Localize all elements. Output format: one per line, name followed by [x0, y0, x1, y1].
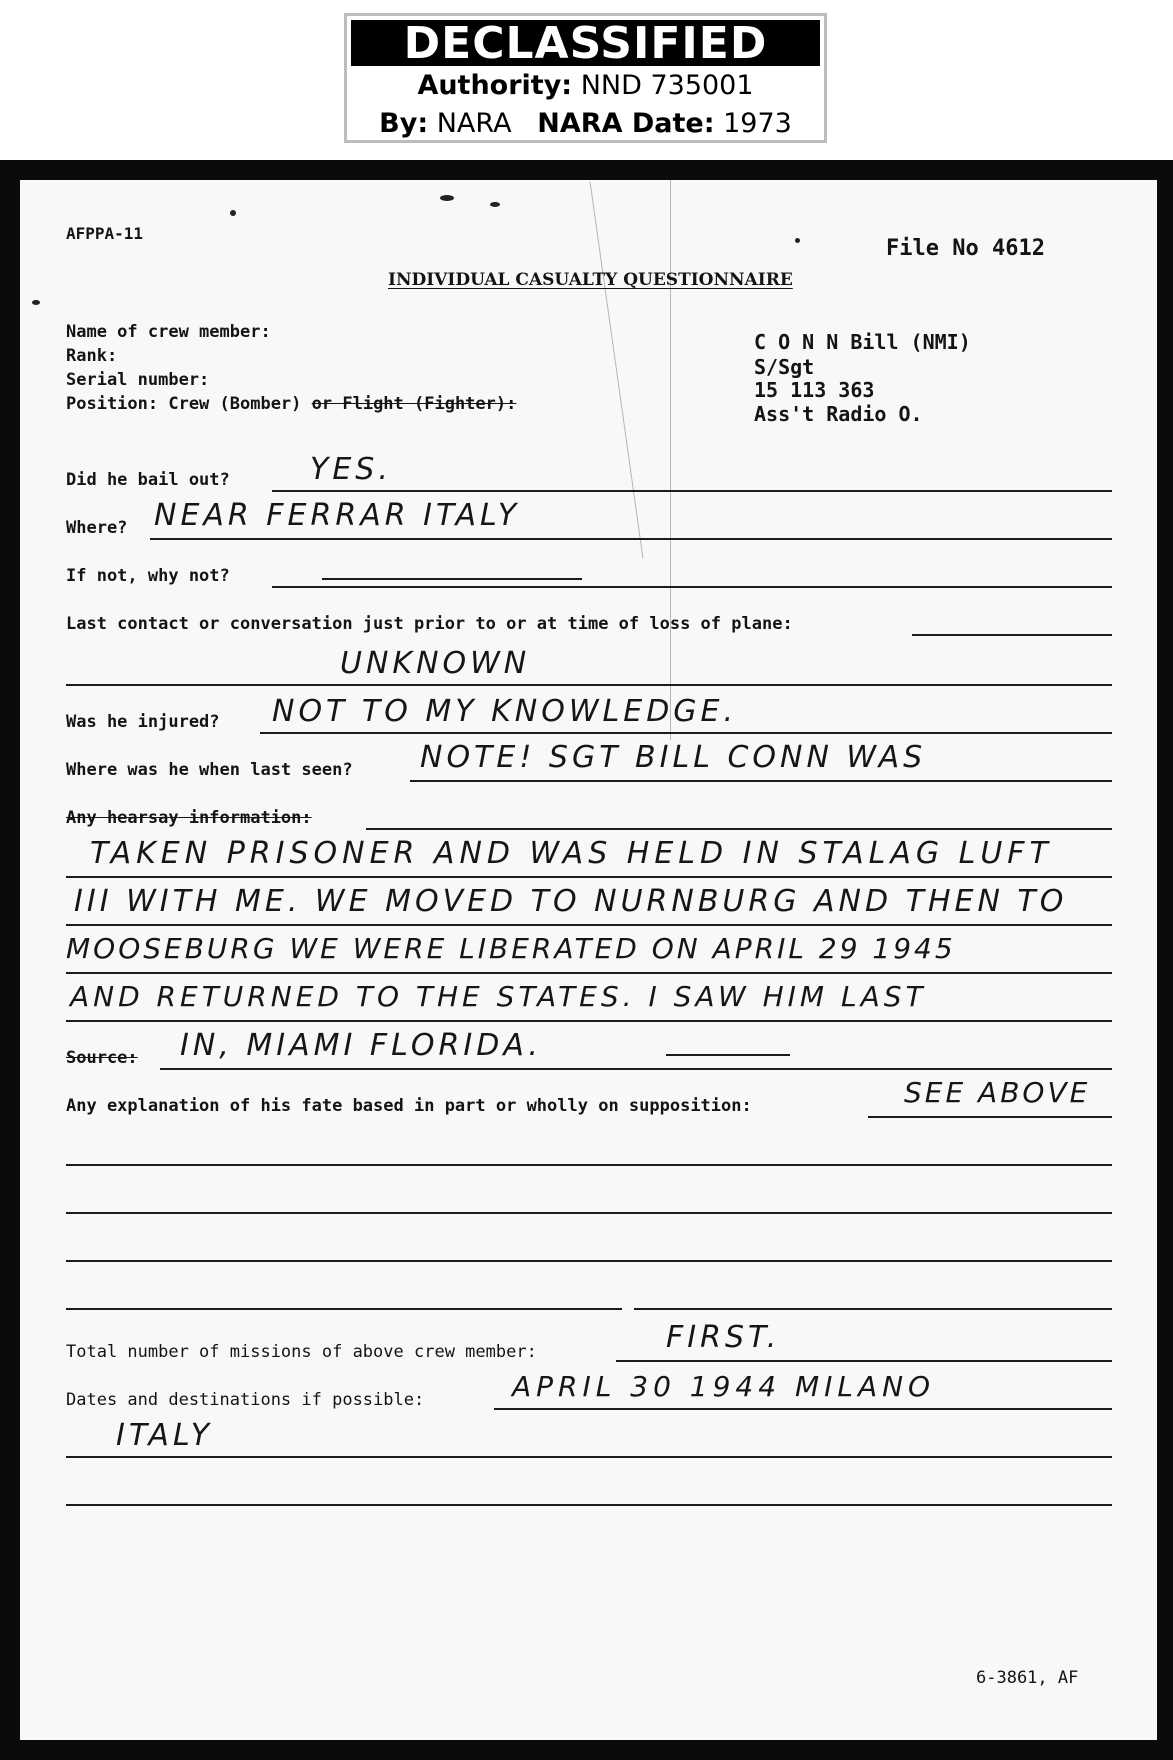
- typed-serial: 15 113 363: [754, 378, 875, 402]
- answer-line: [150, 538, 1112, 540]
- label-position-prefix: Position: Crew (Bomber): [66, 394, 302, 414]
- answer-dates-2: ITALY: [116, 1418, 214, 1453]
- answer-line: [66, 876, 1112, 878]
- label-if-not: If not, why not?: [66, 566, 230, 586]
- narrative-line-4: AND RETURNED TO THE STATES. I SAW HIM LAST: [70, 980, 927, 1013]
- stamp-by-value: NARA: [436, 108, 512, 139]
- typed-rank: S/Sgt: [754, 355, 815, 379]
- answer-line: [868, 1116, 1112, 1118]
- typed-position: Ass't Radio O.: [754, 402, 923, 426]
- answer-source: IN, MIAMI FLORIDA.: [180, 1028, 542, 1063]
- answer-line: [66, 1020, 1112, 1022]
- answer-line: [66, 972, 1112, 974]
- typed-name: C O N N Bill (NMI): [754, 330, 971, 354]
- answer-line: [66, 924, 1112, 926]
- label-dates: Dates and destinations if possible:: [66, 1390, 425, 1410]
- answer-last-contact: UNKNOWN: [340, 646, 531, 681]
- answer-line: [272, 490, 1112, 492]
- label-explanation: Any explanation of his fate based in part or wholly on supposition:: [66, 1096, 752, 1116]
- label-source: Source:: [66, 1048, 138, 1068]
- narrative-line-3: MOOSEBURG WE WERE LIBERATED ON APRIL 29 1945: [66, 932, 956, 965]
- blank-line: [66, 1164, 1112, 1166]
- file-number: File No 4612: [886, 236, 1045, 261]
- form-title: INDIVIDUAL CASUALTY QUESTIONNAIRE: [388, 270, 793, 290]
- stamp-date-value: 1973: [723, 108, 792, 139]
- stamp-by-line: [347, 108, 824, 139]
- blank-line: [66, 1260, 1112, 1262]
- declassified-stamp: [344, 13, 827, 143]
- answer-line: [410, 780, 1112, 782]
- answer-dash: [666, 1054, 790, 1056]
- paper-speck: [795, 238, 800, 243]
- stamp-date-label: NARA Date:: [537, 108, 715, 139]
- answer-line: [66, 1456, 1112, 1458]
- paper-speck: [490, 202, 500, 207]
- narrative-line-2: III WITH ME. WE MOVED TO NURNBURG AND THEN TO: [74, 884, 1068, 919]
- blank-line: [66, 1212, 1112, 1214]
- label-missions: Total number of missions of above crew member:: [66, 1342, 537, 1362]
- answer-line: [272, 586, 1112, 588]
- answer-injured: NOT TO MY KNOWLEDGE.: [272, 694, 738, 729]
- label-bail-out: Did he bail out?: [66, 470, 230, 490]
- answer-where: NEAR FERRAR ITALY: [154, 498, 521, 533]
- paper-crease: [670, 180, 671, 740]
- paper-speck: [32, 300, 40, 305]
- form-paper: [20, 180, 1157, 1740]
- answer-line: [160, 1068, 1112, 1070]
- answer-dates-1: APRIL 30 1944 MILANO: [512, 1370, 936, 1403]
- paper-crease: [590, 182, 644, 558]
- blank-line: [634, 1308, 1112, 1310]
- label-last-seen: Where was he when last seen?: [66, 760, 353, 780]
- form-number: AFPPA-11: [66, 224, 144, 243]
- paper-speck: [230, 210, 236, 216]
- answer-missions: FIRST.: [666, 1320, 781, 1355]
- label-position-struck: or Flight (Fighter):: [311, 394, 517, 414]
- answer-dash: [322, 578, 582, 580]
- stamp-title: DECLASSIFIED: [351, 20, 820, 66]
- label-injured: Was he injured?: [66, 712, 220, 732]
- label-hearsay: Any hearsay information:: [66, 808, 312, 828]
- stamp-authority-line: [347, 70, 824, 101]
- stamp-authority-label: Authority:: [417, 70, 573, 101]
- blank-line: [66, 1504, 1112, 1506]
- blank-line: [66, 1308, 622, 1310]
- narrative-line-1: TAKEN PRISONER AND WAS HELD IN STALAG LUFT: [90, 836, 1053, 871]
- scanned-document: [0, 160, 1173, 1760]
- answer-explanation: SEE ABOVE: [904, 1076, 1091, 1109]
- paper-speck: [440, 195, 454, 201]
- answer-line: [66, 684, 1112, 686]
- label-name: Name of crew member:: [66, 322, 271, 342]
- label-position: [66, 394, 516, 414]
- stamp-authority-value: NND 735001: [580, 70, 754, 101]
- label-rank: Rank:: [66, 346, 118, 366]
- label-serial: Serial number:: [66, 370, 210, 390]
- answer-line: [366, 828, 1112, 830]
- answer-last-seen: NOTE! SGT BILL CONN WAS: [420, 740, 927, 775]
- label-last-contact: Last contact or conversation just prior to or at time of loss of plane:: [66, 614, 793, 634]
- stamp-by-label: By:: [379, 108, 429, 139]
- label-where: Where?: [66, 518, 128, 538]
- answer-line: [912, 634, 1112, 636]
- answer-line: [616, 1360, 1112, 1362]
- footer-code: 6-3861, AF: [976, 1668, 1079, 1688]
- answer-line: [260, 732, 1112, 734]
- answer-bail-out: YES.: [310, 452, 392, 487]
- answer-line: [494, 1408, 1112, 1410]
